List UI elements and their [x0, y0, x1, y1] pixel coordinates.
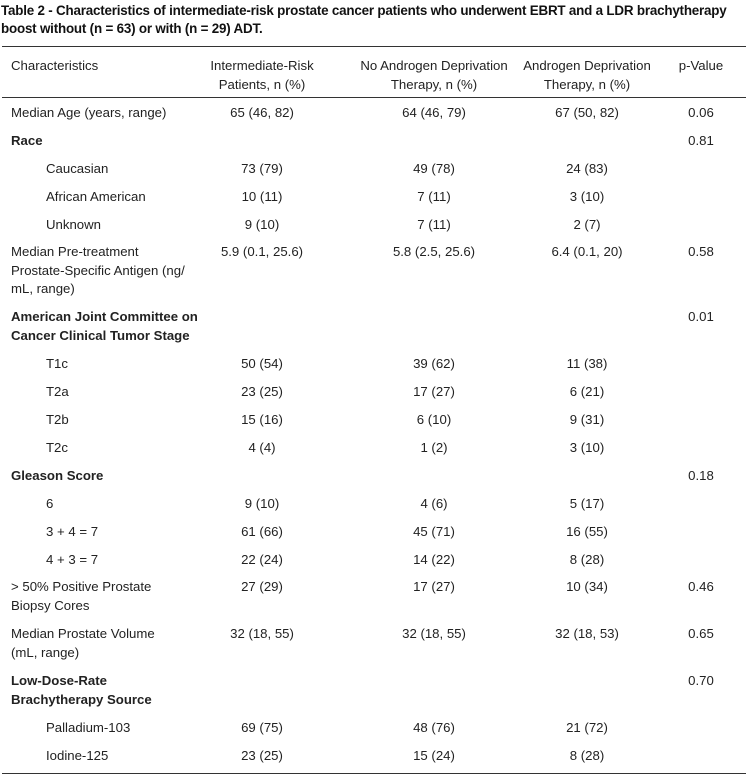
table-caption: Table 2 - Characteristics of intermediate-risk prostate cancer patients who underwent EBRT and a LDR brachytherapy boost without (n = 63) or with (n = 29) ADT. [1, 3, 727, 36]
cell-intermediate: 32 (18, 55) [230, 626, 294, 641]
cell-adt: 11 (38) [566, 356, 608, 371]
header-intermediate-line2: Patients, n (%) [218, 76, 306, 92]
cell-intermediate: 65 (46, 82) [230, 105, 294, 120]
row-label-line: American Joint Committee on [11, 309, 198, 324]
cell-intermediate: 69 (75) [241, 720, 283, 735]
row-label: Median Age (years, range) [11, 105, 167, 120]
cell-intermediate: 4 (4) [248, 440, 276, 455]
cell-adt: 5 (17) [569, 496, 605, 511]
row-label [11, 243, 185, 299]
row-label: T2c [46, 440, 68, 455]
cell-adt: 21 (72) [566, 720, 608, 735]
cell-adt: 8 (28) [569, 748, 605, 763]
header-intermediate-risk [198, 57, 326, 94]
row-label-line: mL, range) [11, 281, 75, 296]
cell-no-adt: 6 (10) [416, 412, 452, 427]
cell-no-adt: 7 (11) [417, 189, 451, 204]
cell-no-adt: 49 (78) [413, 161, 455, 176]
row-label: 4 + 3 = 7 [46, 552, 99, 567]
cell-adt: 3 (10) [569, 440, 605, 455]
cell-intermediate: 23 (25) [241, 384, 283, 399]
cell-intermediate: 9 (10) [244, 496, 280, 511]
cell-p-value: 0.01 [688, 309, 714, 324]
cell-intermediate: 10 (11) [241, 189, 283, 204]
cell-adt: 9 (31) [569, 412, 605, 427]
row-label-line: > 50% Positive Prostate [11, 579, 152, 594]
header-no-adt-line2: Therapy, n (%) [390, 76, 478, 92]
header-intermediate-line1: Intermediate-Risk [210, 58, 314, 73]
cell-no-adt: 17 (27) [413, 384, 455, 399]
cell-intermediate: 73 (79) [241, 161, 283, 176]
cell-p-value: 0.81 [688, 133, 714, 148]
section-heading-race: Race [11, 133, 43, 148]
cell-no-adt: 45 (71) [413, 524, 455, 539]
cell-adt: 6 (21) [569, 384, 605, 399]
cell-adt: 3 (10) [569, 189, 605, 204]
cell-adt: 8 (28) [569, 552, 605, 567]
cell-p-value: 0.70 [688, 673, 714, 688]
cell-p-value: 0.06 [688, 105, 714, 120]
cell-adt: 67 (50, 82) [555, 105, 619, 120]
cell-no-adt: 14 (22) [413, 552, 455, 567]
row-label: T2a [46, 384, 69, 399]
row-label-line: Median Prostate Volume [11, 626, 155, 641]
row-label-line: Biopsy Cores [11, 597, 90, 613]
cell-intermediate: 9 (10) [244, 217, 280, 232]
cell-no-adt: 5.8 (2.5, 25.6) [392, 244, 476, 259]
cell-adt: 16 (55) [566, 524, 608, 539]
header-p-value: p-Value [678, 58, 724, 73]
section-heading-ldr-source [11, 672, 152, 709]
cell-p-value: 0.18 [688, 468, 714, 483]
header-adt-line2: Therapy, n (%) [543, 76, 631, 92]
cell-adt: 32 (18, 53) [555, 626, 619, 641]
row-label-line: Cancer Clinical Tumor Stage [11, 327, 190, 343]
cell-intermediate: 22 (24) [241, 552, 283, 567]
cell-p-value: 0.46 [688, 579, 714, 594]
row-label: 3 + 4 = 7 [46, 524, 99, 539]
row-label: Caucasian [46, 161, 109, 176]
row-label [11, 625, 155, 662]
row-label: T1c [46, 356, 68, 371]
row-label [11, 578, 151, 615]
cell-intermediate: 5.9 (0.1, 25.6) [220, 244, 304, 259]
row-label: T2b [46, 412, 69, 427]
header-rule [2, 97, 746, 98]
cell-intermediate: 50 (54) [241, 356, 283, 371]
header-adt-line1: Androgen Deprivation [523, 58, 651, 73]
cell-adt: 2 (7) [573, 217, 601, 232]
row-label: Iodine-125 [46, 748, 109, 763]
row-label-line: (mL, range) [11, 644, 80, 660]
row-label-line: Median Pre-treatment [11, 244, 139, 259]
cell-intermediate: 27 (29) [241, 579, 283, 594]
cell-no-adt: 15 (24) [413, 748, 455, 763]
cell-no-adt: 7 (11) [417, 217, 451, 232]
section-heading-gleason: Gleason Score [11, 468, 104, 483]
row-label: African American [46, 189, 146, 204]
row-label-line: Brachytherapy Source [11, 691, 152, 707]
cell-no-adt: 4 (6) [420, 496, 448, 511]
cell-p-value: 0.65 [688, 626, 714, 641]
section-heading-tumor-stage [11, 308, 198, 345]
header-no-adt-line1: No Androgen Deprivation [360, 58, 508, 73]
cell-intermediate: 23 (25) [241, 748, 283, 763]
cell-intermediate: 61 (66) [241, 524, 283, 539]
cell-adt: 10 (34) [566, 579, 608, 594]
cell-p-value: 0.58 [688, 244, 714, 259]
table-top-rule [2, 46, 746, 47]
cell-no-adt: 1 (2) [420, 440, 448, 455]
header-no-adt [356, 57, 512, 94]
cell-adt: 24 (83) [566, 161, 608, 176]
row-label-line: Prostate-Specific Antigen (ng/ [11, 262, 185, 278]
cell-adt: 6.4 (0.1, 20) [551, 244, 623, 259]
cell-intermediate: 15 (16) [241, 412, 283, 427]
cell-no-adt: 48 (76) [413, 720, 455, 735]
cell-no-adt: 39 (62) [413, 356, 455, 371]
header-adt [514, 57, 660, 94]
row-label: Unknown [46, 217, 101, 232]
row-label: 6 [46, 496, 54, 511]
cell-no-adt: 17 (27) [413, 579, 455, 594]
header-characteristics: Characteristics [11, 58, 99, 73]
row-label-line: Low-Dose-Rate [11, 673, 107, 688]
row-label: Palladium-103 [46, 720, 131, 735]
cell-no-adt: 32 (18, 55) [402, 626, 466, 641]
table-bottom-rule [2, 773, 746, 774]
cell-no-adt: 64 (46, 79) [402, 105, 466, 120]
